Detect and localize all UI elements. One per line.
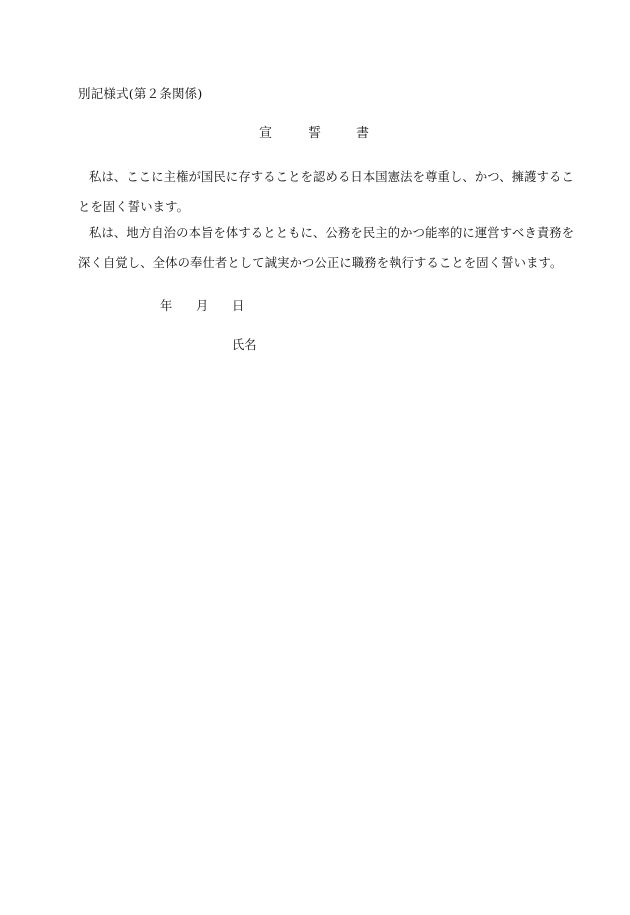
date-line (0, 296, 630, 314)
date-year-label: 年 (160, 299, 173, 313)
paragraph-2-line-2: 深く自覚し、全体の奉仕者として誠実かつ公正に職務を執行することを固く誓います。 (78, 256, 563, 270)
title-char-1: 宣 (259, 126, 273, 141)
paragraph-2-line-1: 私は、地方自治の本旨を体するとともに、公務を民主的かつ能率的に運営すべき責務を (89, 226, 575, 240)
date-day-label: 日 (232, 299, 245, 313)
name-label: 氏名 (232, 338, 257, 352)
paragraph-1-line-2: とを固く誓います。 (78, 200, 190, 214)
document-title (0, 122, 630, 140)
title-char-3: 書 (356, 126, 370, 141)
form-reference-label: 別記様式(第２条関係) (78, 86, 203, 101)
paragraph-1-line-1: 私は、ここに主権が国民に存することを認める日本国憲法を尊重し、かつ、擁護するこ (89, 170, 574, 184)
title-char-2: 誓 (308, 126, 322, 141)
date-month-label: 月 (196, 299, 209, 313)
